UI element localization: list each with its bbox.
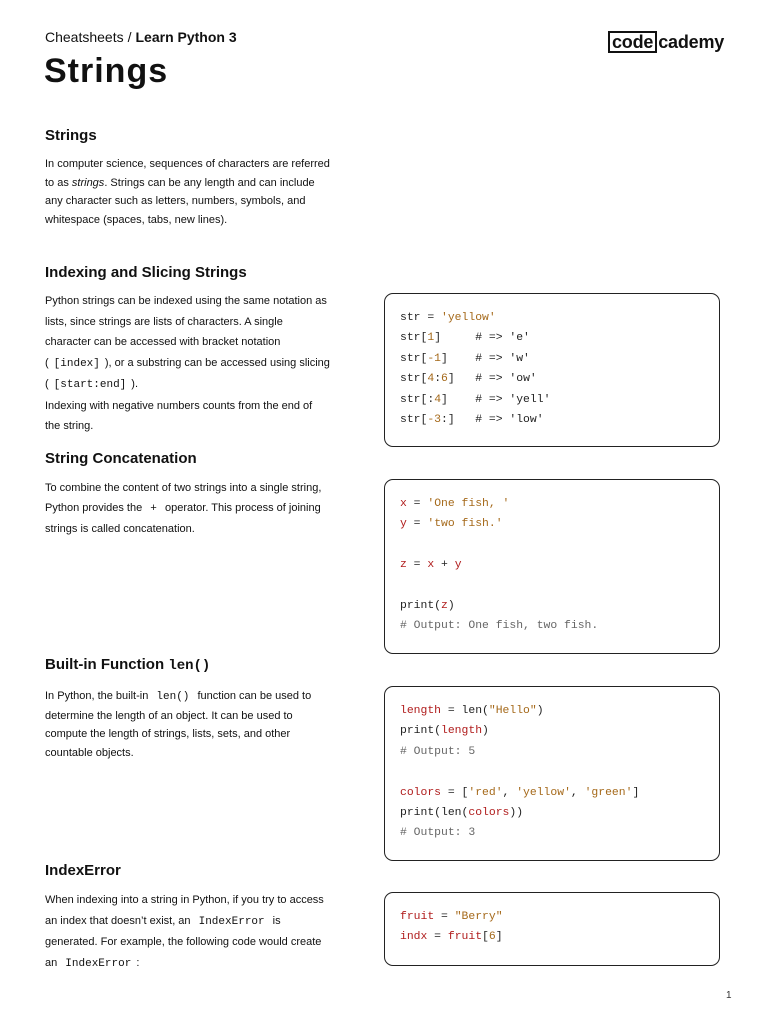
- code-line: [400, 762, 704, 782]
- code-token: str[:: [400, 393, 435, 406]
- code-line: [400, 328, 704, 348]
- inline-code: IndexError: [65, 958, 132, 971]
- code-token: 'two fish.': [427, 518, 503, 531]
- code-token: # Output: 3: [400, 827, 476, 840]
- code-token: 'yellow': [441, 312, 496, 324]
- text-run: ).: [131, 378, 139, 390]
- code-token: colors: [468, 806, 510, 819]
- text-run: When indexing into a string in Python, if you try to access an index that doesn’t exist, an: [45, 894, 324, 927]
- code-token: str[: [400, 413, 428, 426]
- text-run: In Python, the built-in: [45, 690, 152, 702]
- inline-code: [start:end]: [53, 379, 127, 391]
- code-token: +: [434, 559, 455, 572]
- text-run: is generated. For example, the following code would create an: [45, 914, 322, 970]
- code-line: [400, 823, 704, 843]
- code-token: :: [434, 373, 442, 386]
- code-token: ] # => 'e': [434, 332, 530, 345]
- code-token: y: [400, 518, 407, 531]
- code-token: 6: [441, 373, 448, 386]
- code-line: [400, 576, 704, 596]
- section-heading-indexerror: IndexError: [45, 862, 121, 879]
- section-heading-len: [45, 656, 210, 674]
- code-line: [400, 410, 704, 430]
- section-text-strings: [45, 155, 330, 229]
- text-run: In computer science, sequences of characters are referred to as: [45, 158, 330, 189]
- code-line: [400, 721, 704, 741]
- code-line: [400, 349, 704, 369]
- code-line: [400, 555, 704, 575]
- code-token: colors: [400, 786, 442, 799]
- code-token: z: [441, 599, 448, 612]
- code-token: =: [434, 911, 455, 923]
- code-token: -1: [427, 352, 442, 365]
- logo-rest-text: cademy: [658, 32, 725, 52]
- page-title: Strings: [44, 52, 169, 90]
- code-token: x: [400, 498, 407, 510]
- breadcrumb-separator: /: [127, 29, 132, 45]
- code-token: 'red': [468, 786, 503, 799]
- code-line: [400, 535, 704, 555]
- code-token: ] # => 'w': [441, 352, 530, 365]
- code-token: length: [400, 705, 442, 717]
- emphasis-text: strings: [71, 176, 105, 189]
- section-text-indexerror: [45, 890, 330, 975]
- code-token: indx: [400, 931, 428, 944]
- code-line: [400, 701, 704, 721]
- logo-boxed-text: code: [608, 31, 657, 53]
- code-token: y: [454, 559, 462, 572]
- code-token: ]: [632, 786, 640, 799]
- inline-code: IndexError: [198, 915, 265, 928]
- section-heading-concatenation: String Concatenation: [45, 450, 197, 467]
- text-run: . Strings can be any length and can include any character such as letters, numbers, symbols, and whitespace (spaces, tabs, new lines).: [45, 176, 315, 226]
- inline-code: len(): [156, 691, 190, 703]
- code-token: ): [447, 599, 455, 612]
- code-token: str[: [400, 373, 428, 386]
- page-number: 1: [726, 990, 732, 1001]
- code-token: ] # => 'yell': [441, 393, 551, 406]
- code-token: "Hello": [488, 705, 537, 717]
- code-token: str[: [400, 352, 428, 365]
- code-token: )): [509, 806, 524, 819]
- code-token: print(: [400, 599, 442, 612]
- code-line: [400, 369, 704, 389]
- code-token: "Berry": [454, 911, 503, 923]
- code-token: x: [427, 559, 435, 572]
- code-token: = len(: [441, 705, 489, 717]
- text-run: To combine the content of two strings into a single string, Python provides the: [45, 482, 322, 514]
- breadcrumb: [45, 29, 237, 45]
- code-token: ,: [502, 786, 517, 799]
- code-token: ): [536, 705, 544, 717]
- code-token: = [: [441, 786, 469, 799]
- code-token: 'yellow': [516, 786, 571, 799]
- code-token: ] # => 'ow': [447, 373, 537, 386]
- code-token: 6: [488, 931, 496, 944]
- code-line: [400, 494, 704, 514]
- code-token: =: [427, 931, 448, 944]
- code-line: [400, 596, 704, 616]
- code-block-len: [384, 686, 720, 861]
- breadcrumb-current[interactable]: Learn Python 3: [135, 29, 237, 45]
- code-line: [400, 308, 704, 328]
- section-heading-indexing: Indexing and Slicing Strings: [45, 264, 247, 281]
- code-token: # Output: 5: [400, 745, 476, 758]
- code-block-indexing: [384, 293, 720, 447]
- code-token: 4: [434, 393, 442, 406]
- code-token: =: [406, 518, 428, 531]
- code-token: ]: [495, 931, 503, 944]
- code-token: print(len(: [400, 806, 469, 819]
- code-token: # Output: One fish, two fish.: [400, 620, 599, 633]
- code-token: print(: [400, 725, 442, 738]
- inline-code: [index]: [53, 357, 100, 370]
- code-token: ): [482, 725, 489, 738]
- text-run: operator. This process of joining strings is called concatenation.: [45, 502, 321, 535]
- code-token: =: [406, 559, 428, 572]
- codecademy-logo[interactable]: [608, 31, 724, 53]
- code-token: str[: [400, 332, 428, 345]
- code-line: [400, 927, 704, 947]
- code-token: 4: [427, 373, 435, 386]
- text-run: :: [136, 957, 140, 970]
- code-line: [400, 907, 704, 927]
- code-line: [400, 616, 704, 636]
- code-line: [400, 783, 704, 803]
- code-token: fruit: [400, 911, 435, 923]
- code-token: fruit: [447, 931, 483, 944]
- section-text-len: [45, 687, 330, 762]
- code-token: length: [441, 725, 483, 738]
- code-block-indexerror: [384, 892, 720, 966]
- section-text-concatenation: [45, 478, 330, 539]
- text-run: function can be used to determine the length of an object. It can be used to compute the length of strings, lists, sets, and other countable objects.: [45, 690, 312, 759]
- code-line: [400, 390, 704, 410]
- code-token: [: [482, 931, 489, 944]
- code-token: -3: [427, 413, 442, 426]
- text-run: Indexing with negative numbers counts from the end of the string.: [45, 399, 313, 432]
- code-block-concatenation: [384, 479, 720, 654]
- section-heading-strings: Strings: [45, 127, 97, 144]
- code-token: z: [400, 559, 407, 572]
- section-text-indexing: [45, 291, 330, 437]
- code-line: [400, 514, 704, 534]
- code-token: str =: [400, 312, 442, 324]
- code-token: 'green': [584, 786, 633, 799]
- code-token: ,: [570, 786, 585, 799]
- code-token: :] # => 'low': [441, 413, 544, 426]
- code-token: =: [406, 498, 428, 510]
- code-line: [400, 742, 704, 762]
- text-run: ), or a substring can be accessed using slicing (: [45, 356, 330, 390]
- code-line: [400, 803, 704, 823]
- inline-code: +: [150, 503, 157, 515]
- code-token: 1: [427, 332, 435, 345]
- code-token: 'One fish, ': [427, 498, 510, 510]
- text-run: Python strings can be indexed using the same notation as lists, since strings are lists of characters. A single character can be accessed with bracket notation (: [45, 295, 327, 369]
- breadcrumb-root-link[interactable]: Cheatsheets: [45, 29, 124, 45]
- heading-code: len(): [168, 658, 211, 674]
- heading-text: Built-in Function: [45, 656, 169, 673]
